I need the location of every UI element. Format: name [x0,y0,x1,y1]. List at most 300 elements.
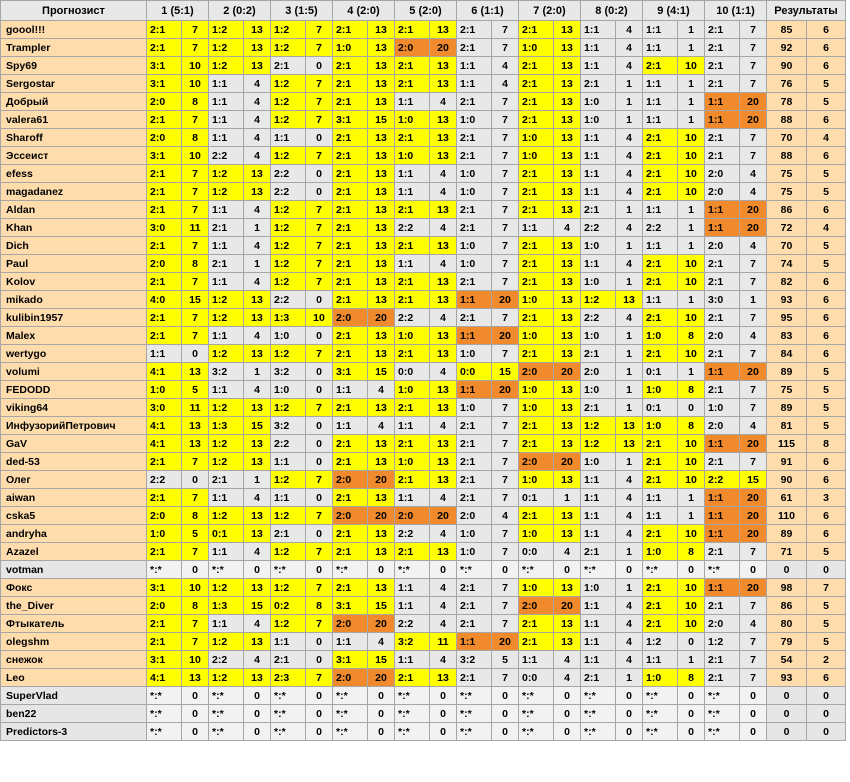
prediction-score: 2:1 [705,57,740,75]
prediction-score: 1:0 [519,525,554,543]
prediction-score: 2:2 [395,525,430,543]
prediction-score: 1:2 [271,201,306,219]
prediction-points: 8 [182,507,209,525]
prediction-points: 7 [740,669,767,687]
prediction-score: 2:1 [333,93,368,111]
total-points: 0 [767,705,807,723]
prediction-points: 0 [368,561,395,579]
prediction-points: 20 [554,597,581,615]
prediction-score: 1:1 [395,597,430,615]
prediction-points: 4 [616,39,643,57]
prediction-score: 2:0 [147,93,182,111]
prediction-score: 1:0 [643,669,678,687]
prediction-score: 1:1 [705,363,740,381]
prediction-score: 2:0 [147,255,182,273]
prediction-points: 13 [554,93,581,111]
table-row [1,723,846,741]
prediction-score: 3:1 [333,651,368,669]
prediction-points: 13 [244,345,271,363]
prediction-points: 4 [616,21,643,39]
prediction-points: 1 [678,489,705,507]
prediction-score: *:* [147,561,182,579]
outcomes-guessed: 5 [807,93,846,111]
prediction-points: 7 [182,543,209,561]
prediction-score: 4:1 [147,363,182,381]
prediction-score: 2:1 [643,309,678,327]
prediction-points: 4 [740,183,767,201]
prediction-points: 15 [368,111,395,129]
prediction-points: 4 [740,237,767,255]
forecaster-name: Paul [1,255,147,273]
prediction-score: 2:2 [271,435,306,453]
prediction-points: 13 [430,345,457,363]
outcomes-guessed: 5 [807,183,846,201]
prediction-score: 2:1 [333,525,368,543]
prediction-points: 8 [678,327,705,345]
outcomes-guessed: 5 [807,237,846,255]
prediction-points: 7 [492,201,519,219]
header-match-3: 3 (1:5) [271,1,333,21]
prediction-score: *:* [519,561,554,579]
total-points: 92 [767,39,807,57]
prediction-points: 20 [430,507,457,525]
prediction-score: 1:1 [581,597,616,615]
prediction-score: 1:1 [519,219,554,237]
prediction-score: 2:1 [519,75,554,93]
prediction-score: 2:1 [395,471,430,489]
prediction-points: 1 [616,111,643,129]
prediction-score: *:* [705,561,740,579]
prediction-score: 2:0 [333,471,368,489]
prediction-points: 4 [430,579,457,597]
prediction-score: 1:1 [643,75,678,93]
prediction-points: 0 [740,687,767,705]
prediction-points: 0 [678,687,705,705]
prediction-score: 2:0 [147,507,182,525]
prediction-points: 7 [740,597,767,615]
prediction-score: *:* [147,687,182,705]
prediction-points: 1 [616,453,643,471]
prediction-points: 13 [554,147,581,165]
prediction-score: *:* [209,687,244,705]
prediction-score: 1:0 [581,381,616,399]
prediction-points: 7 [740,543,767,561]
prediction-score: 2:1 [519,345,554,363]
prediction-score: 2:1 [395,129,430,147]
prediction-points: 10 [306,309,333,327]
prediction-score: 1:2 [209,579,244,597]
table-row [1,129,846,147]
prediction-score: 2:1 [705,75,740,93]
forecaster-name: cska5 [1,507,147,525]
prediction-points: 20 [740,111,767,129]
forecaster-name: FEDODD [1,381,147,399]
prediction-score: 2:0 [705,417,740,435]
prediction-score: 1:0 [395,147,430,165]
prediction-score: 2:1 [519,93,554,111]
prediction-points: 1 [554,489,581,507]
prediction-score: 2:1 [643,255,678,273]
table-row [1,237,846,255]
prediction-points: 7 [492,489,519,507]
prediction-points: 20 [740,507,767,525]
prediction-score: 2:0 [705,615,740,633]
prediction-score: 2:1 [457,309,492,327]
prediction-score: 1:1 [333,417,368,435]
prediction-score: 2:1 [457,489,492,507]
total-points: 81 [767,417,807,435]
prediction-score: 2:1 [705,273,740,291]
prediction-points: 1 [740,291,767,309]
prediction-score: *:* [581,687,616,705]
prediction-points: 7 [492,435,519,453]
prediction-score: 2:1 [457,615,492,633]
prediction-score: 0:1 [643,363,678,381]
prediction-points: 13 [368,453,395,471]
total-points: 84 [767,345,807,363]
prediction-score: 1:1 [209,543,244,561]
prediction-score: 1:1 [705,525,740,543]
prediction-score: 2:3 [271,669,306,687]
prediction-points: 20 [740,435,767,453]
prediction-points: 13 [368,39,395,57]
prediction-score: 2:2 [271,291,306,309]
prediction-points: 4 [430,363,457,381]
prediction-score: 2:1 [519,255,554,273]
prediction-points: 13 [554,417,581,435]
prediction-points: 7 [306,255,333,273]
prediction-score: 2:1 [457,435,492,453]
table-row [1,651,846,669]
prediction-points: 7 [492,147,519,165]
prediction-score: 1:2 [271,219,306,237]
prediction-points: 7 [492,111,519,129]
table-row [1,255,846,273]
prediction-points: 20 [740,201,767,219]
header-row [1,1,846,21]
prediction-points: 13 [554,381,581,399]
prediction-points: 7 [740,345,767,363]
prediction-score: 1:2 [271,507,306,525]
total-points: 90 [767,57,807,75]
prediction-points: 4 [616,651,643,669]
prediction-score: 3:0 [147,399,182,417]
prediction-points: 4 [616,255,643,273]
prediction-points: 7 [740,399,767,417]
prediction-score: 1:0 [519,381,554,399]
prediction-points: 20 [492,633,519,651]
table-row [1,615,846,633]
prediction-points: 0 [306,381,333,399]
header-match-8: 8 (0:2) [581,1,643,21]
prediction-score: 2:1 [333,273,368,291]
prediction-score: 1:1 [271,489,306,507]
outcomes-guessed: 6 [807,525,846,543]
prediction-score: 1:1 [581,633,616,651]
prediction-points: 1 [244,471,271,489]
prediction-points: 13 [430,471,457,489]
prediction-points: 4 [430,255,457,273]
prediction-points: 7 [306,75,333,93]
prediction-score: 1:2 [705,633,740,651]
table-row [1,453,846,471]
prediction-score: 2:1 [395,237,430,255]
prediction-points: 7 [306,201,333,219]
prediction-points: 13 [244,633,271,651]
prediction-points: 7 [182,39,209,57]
prediction-score: 1:0 [271,327,306,345]
prediction-points: 0 [430,561,457,579]
prediction-points: 13 [244,669,271,687]
total-points: 78 [767,93,807,111]
prediction-score: 2:1 [395,669,430,687]
forecaster-name: the_Diver [1,597,147,615]
prediction-score: 2:1 [457,129,492,147]
prediction-score: 2:1 [209,255,244,273]
prediction-points: 7 [492,165,519,183]
prediction-score: 2:1 [333,399,368,417]
prediction-score: 1:0 [581,327,616,345]
prediction-points: 1 [244,219,271,237]
prediction-score: 1:1 [643,21,678,39]
prediction-points: 7 [306,21,333,39]
prediction-points: 10 [678,273,705,291]
prediction-score: 2:2 [271,183,306,201]
outcomes-guessed: 6 [807,291,846,309]
prediction-score: 3:2 [457,651,492,669]
prediction-points: 7 [182,21,209,39]
prediction-points: 13 [554,345,581,363]
prediction-score: 2:1 [147,615,182,633]
forecaster-name: mikado [1,291,147,309]
prediction-points: 0 [678,633,705,651]
prediction-score: 1:1 [395,93,430,111]
prediction-points: 13 [244,39,271,57]
prediction-score: 1:2 [271,237,306,255]
prediction-points: 13 [368,435,395,453]
prediction-score: 1:1 [209,93,244,111]
prediction-score: 2:1 [209,471,244,489]
prediction-points: 13 [554,21,581,39]
prediction-score: 1:2 [209,291,244,309]
prediction-score: 2:1 [333,543,368,561]
table-row [1,561,846,579]
prediction-score: 1:2 [209,453,244,471]
prediction-points: 7 [740,57,767,75]
prediction-points: 8 [678,543,705,561]
total-points: 75 [767,165,807,183]
prediction-score: 2:0 [519,597,554,615]
prediction-points: 1 [244,255,271,273]
prediction-points: 0 [244,723,271,741]
prediction-score: *:* [147,705,182,723]
prediction-score: *:* [333,687,368,705]
prediction-points: 7 [306,669,333,687]
prediction-score: *:* [333,705,368,723]
prediction-score: 1:1 [395,579,430,597]
prediction-points: 7 [182,237,209,255]
prediction-points: 4 [554,219,581,237]
prediction-points: 13 [554,183,581,201]
prediction-score: 2:1 [519,57,554,75]
prediction-score: 1:1 [395,165,430,183]
prediction-score: 2:1 [147,543,182,561]
prediction-score: 2:2 [705,471,740,489]
table-body [1,21,846,741]
prediction-points: 7 [182,273,209,291]
prediction-points: 7 [492,399,519,417]
prediction-score: 0:0 [519,669,554,687]
prediction-points: 4 [244,543,271,561]
prediction-score: *:* [581,723,616,741]
prediction-score: 1:1 [581,165,616,183]
prediction-points: 0 [182,561,209,579]
prediction-points: 1 [678,39,705,57]
table-row [1,705,846,723]
prediction-points: 1 [616,579,643,597]
prediction-score: 2:1 [643,147,678,165]
prediction-score: 2:1 [705,381,740,399]
prediction-score: 1:1 [209,129,244,147]
prediction-points: 20 [368,669,395,687]
total-points: 75 [767,381,807,399]
prediction-points: 7 [492,471,519,489]
prediction-points: 13 [554,309,581,327]
outcomes-guessed: 6 [807,147,846,165]
header-results: Результаты [767,1,846,21]
prediction-score: *:* [519,705,554,723]
prediction-score: 3:1 [147,75,182,93]
prediction-score: 4:0 [147,291,182,309]
prediction-points: 10 [678,525,705,543]
prediction-points: 20 [368,615,395,633]
prediction-score: 0:0 [519,543,554,561]
prediction-points: 0 [368,687,395,705]
prediction-score: *:* [705,723,740,741]
prediction-score: *:* [519,687,554,705]
prediction-score: 2:1 [705,255,740,273]
table-row [1,579,846,597]
prediction-points: 1 [616,363,643,381]
prediction-points: 20 [368,309,395,327]
total-points: 89 [767,525,807,543]
prediction-points: 4 [616,597,643,615]
prediction-score: 2:1 [705,39,740,57]
total-points: 0 [767,723,807,741]
prediction-score: 1:1 [581,39,616,57]
prediction-points: 1 [678,291,705,309]
prediction-score: 2:1 [395,57,430,75]
prediction-points: 13 [368,147,395,165]
prediction-points: 7 [306,471,333,489]
prediction-points: 7 [740,633,767,651]
prediction-score: 2:1 [705,669,740,687]
prediction-points: 5 [182,381,209,399]
forecaster-name: votman [1,561,147,579]
table-row [1,75,846,93]
prediction-points: 0 [554,561,581,579]
prediction-points: 0 [740,705,767,723]
prediction-score: 2:1 [333,183,368,201]
prediction-score: 2:0 [705,165,740,183]
forecaster-name: Sergostar [1,75,147,93]
prediction-score: 2:1 [395,435,430,453]
prediction-score: 2:2 [581,309,616,327]
prediction-score: 1:1 [643,93,678,111]
prediction-score: 1:1 [519,651,554,669]
prediction-score: *:* [395,687,430,705]
prediction-points: 1 [616,201,643,219]
outcomes-guessed: 5 [807,399,846,417]
prediction-score: 3:1 [333,111,368,129]
total-points: 110 [767,507,807,525]
forecaster-name: Фокс [1,579,147,597]
prediction-points: 7 [182,489,209,507]
prediction-score: 2:1 [581,75,616,93]
forecaster-name: Sharoff [1,129,147,147]
prediction-points: 4 [430,651,457,669]
prediction-score: 1:1 [333,633,368,651]
prediction-score: 1:2 [271,147,306,165]
prediction-points: 13 [244,165,271,183]
prediction-score: 1:1 [271,453,306,471]
prediction-points: 0 [430,723,457,741]
prediction-points: 8 [182,93,209,111]
prediction-points: 13 [368,489,395,507]
prediction-score: 2:0 [147,129,182,147]
prediction-points: 20 [368,471,395,489]
total-points: 70 [767,129,807,147]
prediction-score: 1:0 [581,273,616,291]
prediction-points: 20 [740,489,767,507]
outcomes-guessed: 6 [807,453,846,471]
prediction-points: 7 [492,273,519,291]
forecaster-name: Kolov [1,273,147,291]
prediction-points: 7 [182,309,209,327]
prediction-points: 4 [244,93,271,111]
total-points: 115 [767,435,807,453]
prediction-points: 0 [678,561,705,579]
prediction-points: 7 [182,453,209,471]
forecaster-name: wertygo [1,345,147,363]
prediction-score: 3:1 [333,363,368,381]
prediction-score: 1:2 [271,615,306,633]
prediction-score: 1:1 [209,201,244,219]
prediction-points: 7 [492,237,519,255]
prediction-score: 1:1 [581,129,616,147]
prediction-score: 1:1 [457,75,492,93]
outcomes-guessed: 8 [807,435,846,453]
prediction-points: 0 [492,705,519,723]
prediction-points: 4 [616,633,643,651]
prediction-score: 1:2 [271,543,306,561]
prediction-score: 2:1 [705,309,740,327]
prediction-score: 2:1 [333,219,368,237]
prediction-score: 2:1 [457,39,492,57]
prediction-score: 2:1 [333,165,368,183]
prediction-score: 2:1 [333,291,368,309]
prediction-score: 2:1 [333,237,368,255]
prediction-points: 1 [678,111,705,129]
prediction-points: 0 [306,561,333,579]
prediction-points: 4 [616,309,643,327]
prediction-score: 2:1 [457,471,492,489]
prediction-score: 2:1 [333,147,368,165]
prediction-points: 4 [740,417,767,435]
prediction-points: 4 [368,417,395,435]
prediction-points: 4 [244,237,271,255]
prediction-points: 15 [182,291,209,309]
